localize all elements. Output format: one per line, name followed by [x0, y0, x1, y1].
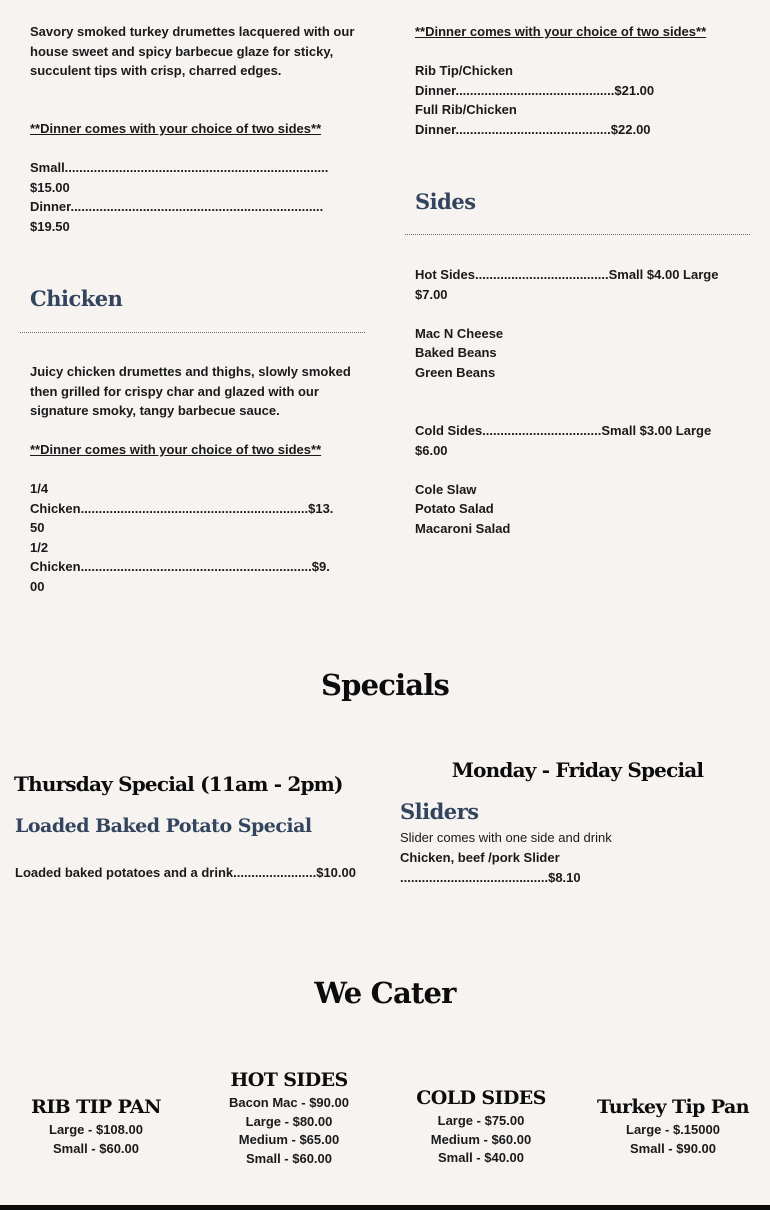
- item-label: Chicken................................................................$9.: [30, 559, 330, 574]
- item-label: Chicken...............................................................$13.: [30, 500, 334, 516]
- sides-divider: [405, 234, 750, 235]
- hot-sides-price: Hot Sides.....................................Small $4.00 Large: [415, 267, 719, 282]
- catering-line: Large - $80.00: [245, 1113, 333, 1129]
- thursday-special-price: Loaded baked potatoes and a drink.......................$10.00: [15, 865, 356, 880]
- sliders-heading: Sliders: [400, 799, 479, 824]
- catering-line: Medium - $65.00: [238, 1132, 340, 1147]
- specials-heading: Specials: [320, 668, 450, 702]
- catering-column-title: RIB TIP PAN: [31, 1096, 161, 1118]
- sliders-price: [400, 848, 760, 887]
- item-label: 1/2: [30, 539, 49, 555]
- item-label: Dinner......................................................................: [30, 199, 324, 214]
- catering-line: Small - $40.00: [438, 1150, 524, 1165]
- thursday-special-title: Thursday Special (11am - 2pm): [14, 772, 343, 796]
- catering-column-rib-tip-pan: [7, 1096, 185, 1158]
- cold-sides-price: Cold Sides.................................Small $3.00 Large: [415, 423, 712, 438]
- catering-column-turkey-tip-pan: [583, 1096, 763, 1158]
- sliders-note: Slider comes with one side and drink: [400, 830, 612, 845]
- sides-heading: Sides: [415, 189, 476, 214]
- list-item: Cole Slaw: [415, 481, 477, 497]
- item-price: .........................................$8.10: [400, 869, 581, 885]
- item-price: Dinner............................................$21.00: [415, 82, 655, 98]
- item-label: 1/4: [30, 481, 49, 496]
- list-item: Macaroni Salad: [415, 520, 511, 536]
- item-label: Rib Tip/Chicken: [415, 63, 513, 78]
- list-item: [415, 100, 750, 139]
- catering-line: Bacon Mac - $90.00: [229, 1095, 349, 1110]
- item-price: Dinner...........................................$22.00: [415, 121, 651, 137]
- list-item: [30, 158, 365, 197]
- thursday-special-subtitle: Loaded Baked Potato Special: [15, 815, 312, 837]
- catering-column-title: HOT SIDES: [230, 1069, 348, 1091]
- cold-sides-block: [415, 421, 755, 538]
- catering-column-cold-sides: [391, 1087, 571, 1168]
- chicken-divider: [20, 332, 365, 333]
- item-price: 00: [30, 578, 45, 594]
- item-price: $19.50: [30, 218, 70, 234]
- turkey-sides-note: **Dinner comes with your choice of two sides**: [30, 121, 322, 136]
- turkey-description: Savory smoked turkey drumettes lacquered with our house sweet and spicy barbecue glaze for sticky, succulent tips with crisp, charred edges.: [30, 24, 355, 78]
- item-label: Chicken, beef /pork Slider: [400, 850, 560, 865]
- cold-sides-price: $6.00: [415, 442, 448, 458]
- chicken-description: Juicy chicken drumettes and thighs, slowly smoked then grilled for crispy char and glazed with our signature smoky, tangy barbecue sauce.: [30, 364, 351, 418]
- chicken-price-list: [30, 479, 365, 596]
- footer-bar: [0, 1205, 770, 1210]
- item-price: $15.00: [30, 179, 70, 195]
- chicken-heading: Chicken: [30, 286, 123, 311]
- list-item: [30, 538, 365, 597]
- catering-line: Small - $60.00: [53, 1140, 139, 1156]
- list-item: [415, 61, 750, 100]
- list-item: [30, 197, 365, 236]
- chicken-sides-note: **Dinner comes with your choice of two sides**: [30, 442, 322, 457]
- catering-line: Large - $108.00: [49, 1122, 143, 1137]
- list-item: Mac N Cheese: [415, 325, 504, 341]
- catering-line: Medium - $60.00: [430, 1131, 532, 1147]
- catering-column-title: COLD SIDES: [416, 1087, 546, 1109]
- catering-line: Large - $75.00: [437, 1113, 525, 1128]
- list-item: Green Beans: [415, 364, 496, 380]
- catering-heading: We Cater: [314, 976, 456, 1010]
- hot-sides-price: $7.00: [415, 286, 448, 302]
- ribs-sides-note: **Dinner comes with your choice of two sides**: [415, 24, 707, 39]
- item-price: 50: [30, 520, 45, 535]
- catering-line: Large - $.15000: [626, 1122, 720, 1137]
- catering-line: Small - $90.00: [630, 1140, 716, 1156]
- hot-sides-block: [415, 265, 755, 382]
- item-label: Small.........................................................................: [30, 160, 329, 175]
- list-item: Baked Beans: [415, 345, 497, 360]
- item-label: Full Rib/Chicken: [415, 102, 517, 117]
- catering-line: Small - $60.00: [246, 1150, 332, 1166]
- turkey-price-list: [30, 158, 365, 236]
- list-item: Potato Salad: [415, 501, 494, 516]
- catering-column-hot-sides: [199, 1069, 379, 1168]
- list-item: [30, 479, 365, 538]
- ribs-price-list: [415, 61, 750, 139]
- weekday-special-title: Monday - Friday Special: [451, 758, 704, 782]
- catering-column-title: Turkey Tip Pan: [597, 1096, 749, 1118]
